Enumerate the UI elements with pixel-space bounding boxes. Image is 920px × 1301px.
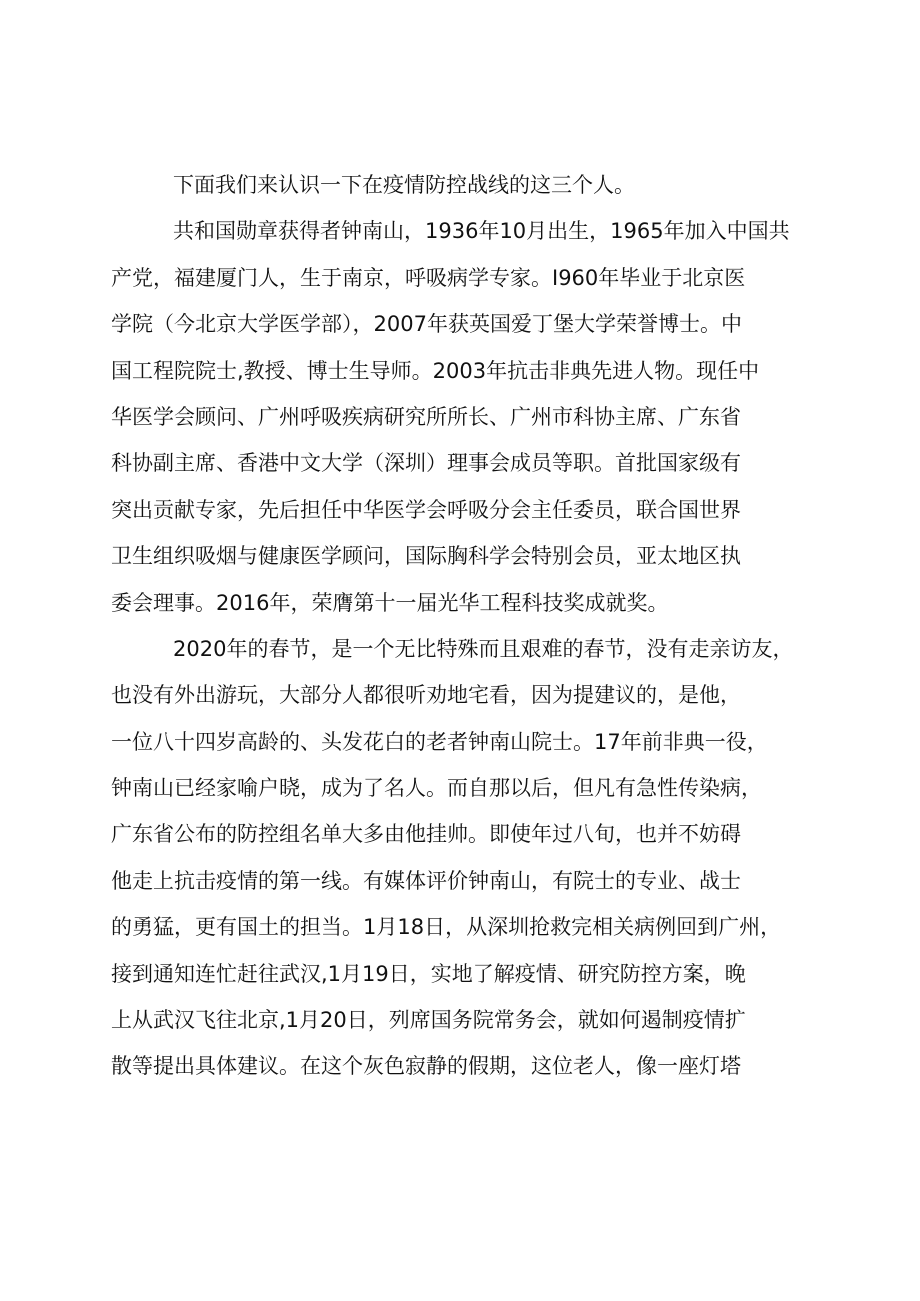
text-line: 接到通知连忙赶往武汉,1月19日，实地了解疫情、研究防控方案，晚 <box>111 961 746 986</box>
text-line: 共和国勋章获得者钟南山，1936年10月出生，1965年加入中国共 <box>173 219 790 244</box>
text-line: 下面我们来认识一下在疫情防控战线的这三个人。 <box>173 173 635 197</box>
text-line: 上从武汉飞往北京,1月20日，列席国务院常务会，就如何遏制疫情扩 <box>111 1008 746 1033</box>
text-line: 2020年的春节，是一个无比特殊而且艰难的春节，没有走亲访友， <box>173 636 794 661</box>
text-line: 卫生组织吸烟与健康医学顾问，国际胸科学会特别会员，亚太地区执 <box>111 544 741 569</box>
text-line: 一位八十四岁高龄的、头发花白的老者钟南山院士。17年前非典一役， <box>111 729 768 754</box>
text-line: 也没有外出游玩，大部分人都很听劝地宅看，因为提建议的，是他， <box>111 683 741 708</box>
text-line: 华医学会顾问、广州呼吸疾病研究所所长、广州市科协主席、广东省 <box>111 404 741 429</box>
text-line: 委会理事。2016年，荣膺第十一届光华工程科技奖成就奖。 <box>111 590 669 615</box>
text-line: 国工程院院士,教授、博士生导师。2003年抗击非典先进人物。现任中 <box>111 358 760 383</box>
text-line: 学院（今北京大学医学部），2007年获英国爱丁堡大学荣誉博士。中 <box>111 312 742 337</box>
text-line: 广东省公布的防控组名单大多由他挂帅。即使年过八旬，也并不妨碍 <box>111 822 741 847</box>
text-line: 他走上抗击疫情的第一线。有媒体评价钟南山，有院士的专业、战士 <box>111 868 741 893</box>
text-line: 科协副主席、香港中文大学（深圳）理事会成员等职。首批国家级有 <box>111 451 741 476</box>
document-body <box>111 162 831 1090</box>
text-line: 突出贡献专家，先后担任中华医学会呼吸分会主任委员，联合国世界 <box>111 497 741 522</box>
text-line: 散等提出具体建议。在这个灰色寂静的假期，这位老人，像一座灯塔 <box>111 1054 741 1079</box>
text-line: 产党，福建厦门人，生于南京，呼吸病学专家。I960年毕业于北京医 <box>111 265 746 290</box>
text-line: 钟南山已经家喻户晓，成为了名人。而自那以后，但凡有急性传染病， <box>111 776 762 801</box>
text-line: 的勇猛，更有国土的担当。1月18日，从深圳抢救完相关病例回到广州， <box>111 915 782 940</box>
